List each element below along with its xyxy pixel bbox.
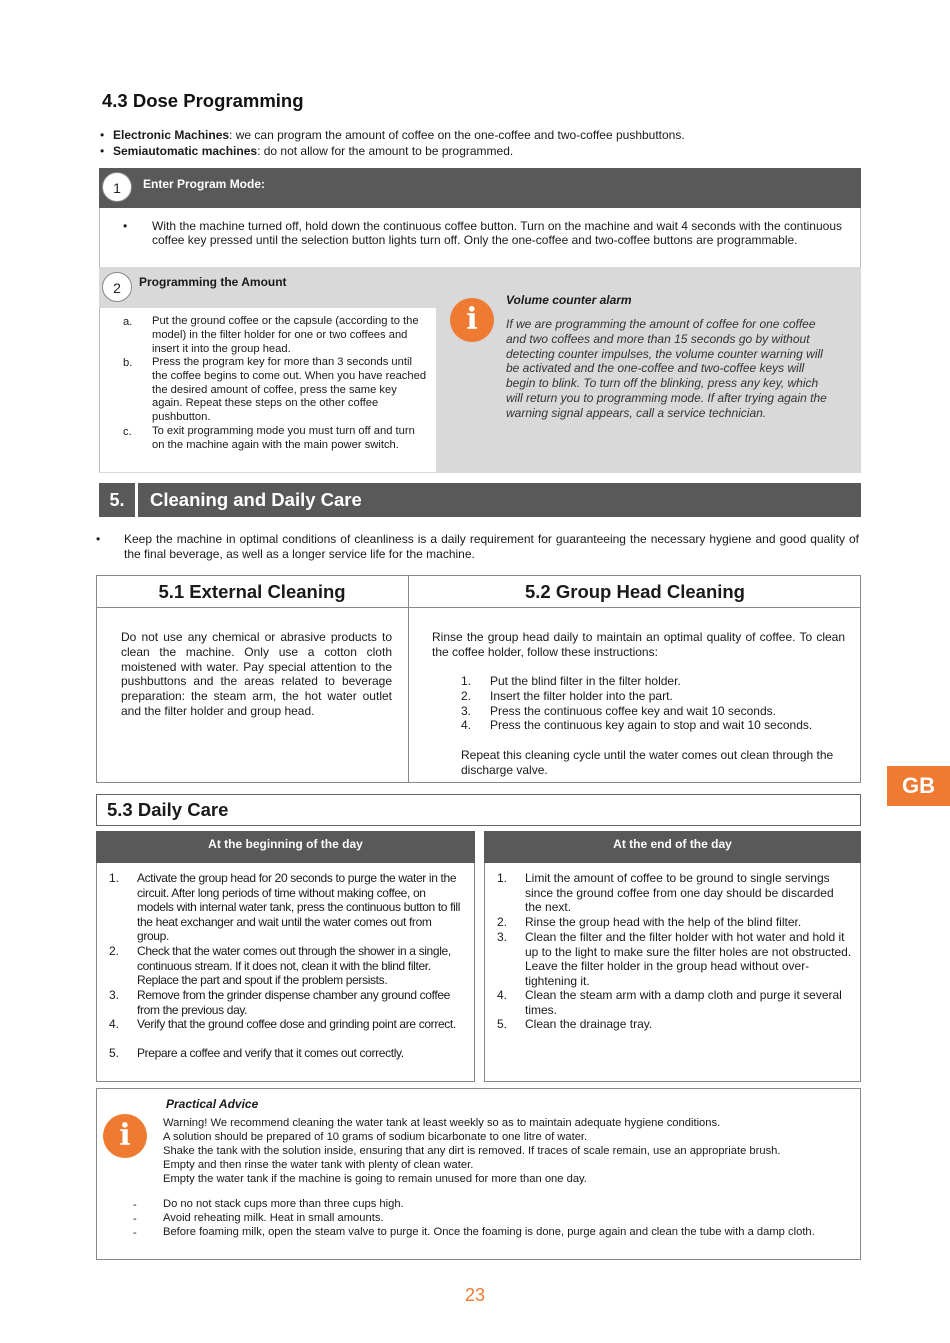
bullet-bold-label: Semiautomatic machines [113,144,258,158]
advice-line: Warning! We recommend cleaning the water tank at least weekly so as to maintain adequate hygiene conditions. [163,1117,721,1129]
end-item-label: 2. [497,915,508,929]
begin-item-label: 1. [109,871,120,885]
info-icon: i [103,1114,147,1158]
language-tab: GB [887,766,950,806]
group-step-text: Put the blind filter in the filter holder. [490,674,681,688]
volume-alarm-text: If we are programming the amount of coffee for one coffee and two coffees and more than 15 seconds go by without detecting counter impulses, the volume counter warning will be activated and the one-coffee and two-coffee keys will begin to blink. To turn off the blinking, press any key, which will return you to programming mode. If after trying again the warning signal appears, call a service technician. [506,317,827,420]
external-cleaning-text: Do not use any chemical or abrasive products to clean the machine. Only use a cotton cloth moistened with water. Pay special attention to the pushbuttons and the areas related to beverage preparation: the steam arm, the hot water outlet and the filter holder and group head. [121,630,392,718]
group-head-repeat-text: Repeat this cleaning cycle until the water comes out clean through the discharge valve. [461,748,834,777]
end-item-label: 1. [497,871,508,885]
group-step-text: Press the continuous coffee key and wait 10 seconds. [490,704,776,718]
begin-item-text: Activate the group head for 20 seconds to purge the water in the circuit. After long periods of time without making coffee, on models with internal water tank, press the continuous button to fill the heat exchanger and wait until the water comes out from group. [137,871,461,944]
step2-number-badge: 2 [102,272,132,302]
begin-item-label: 2. [109,944,120,958]
section5-intro-text: Keep the machine in optimal conditions of cleanliness is a daily requirement for guaranteeing the necessary hygiene and good quality of the final beverage, as well as a longer service life for the machine. [124,532,859,561]
group-step-label: 1. [461,674,472,688]
section5-bullet: • [96,532,101,546]
group-step-label: 4. [461,718,472,732]
volume-alarm-title: Volume counter alarm [506,293,632,307]
begin-item-text: Remove from the grinder dispense chamber any ground coffee from the previous day. [137,988,450,1017]
bullet-text: : do not allow for the amount to be programmed. [257,144,514,158]
begin-item-text: Verify that the ground coffee dose and grinding point are correct. [137,1017,456,1031]
section5-title: Cleaning and Daily Care [138,483,861,517]
daily-care-title: 5.3 Daily Care [96,794,861,826]
bullet-semiautomatic-machines: • Semiautomatic machines: do not allow for the amount to be programmed. [100,144,514,158]
group-step-label: 2. [461,689,472,703]
end-item-text: Limit the amount of coffee to be ground to single servings since the ground coffee from one day should be discarded the next. [525,871,834,915]
step2-item-label: b. [123,357,133,369]
advice-item-text: Avoid reheating milk. Heat in small amounts. [163,1212,384,1224]
end-of-day-header: At the end of the day [484,831,861,863]
group-step-text: Insert the filter holder into the part. [490,689,673,703]
group-step-label: 3. [461,704,472,718]
bullet-text: : we can program the amount of coffee on the one-coffee and two-coffee pushbuttons. [229,128,685,142]
bullet-electronic-machines: • Electronic Machines: we can program the amount of coffee on the one-coffee and two-coffee pushbuttons. [100,128,685,142]
group-step-text: Press the continuous key again to stop and wait 10 seconds. [490,718,813,732]
begin-item-label: 5. [109,1046,120,1060]
advice-dash: - [133,1199,137,1211]
table-divider [96,607,861,608]
end-item-label: 5. [497,1017,508,1031]
end-item-label: 3. [497,930,508,944]
end-item-text: Clean the drainage tray. [525,1017,653,1031]
advice-line: Empty and then rinse the water tank with plenty of clean water. [163,1158,474,1171]
group-head-intro-text: Rinse the group head daily to maintain an optimal quality of coffee. To clean the coffee holder, follow these instructions: [432,630,845,659]
info-icon: i [450,298,494,342]
practical-advice-title: Practical Advice [166,1097,259,1111]
bullet-bold-label: Electronic Machines [113,128,230,142]
advice-dash: - [133,1213,137,1225]
external-cleaning-title: 5.1 External Cleaning [158,581,346,602]
step1-text: With the machine turned off, hold down the continuous coffee button. Turn on the machine and wait 4 seconds with the continuous coffee key pressed until the selection button lights turn off. Only the one-coffee and two-coffee buttons are programmable. [152,219,842,247]
step2-title: Programming the Amount [139,275,287,289]
end-item-label: 4. [497,988,508,1002]
table-divider [408,575,409,783]
section5-number: 5. [99,483,135,517]
end-item-text: Clean the steam arm with a damp cloth and purge it several times. [525,988,842,1017]
advice-line: A solution should be prepared of 10 grams of sodium bicarbonate to one litre of water. [163,1130,588,1143]
section-title-dose-programming: 4.3 Dose Programming [102,90,304,111]
advice-item-text: Before foaming milk, open the steam valve to purge it. Once the foaming is done, purge again and clean the tube with a damp cloth. [163,1226,815,1238]
step1-title: Enter Program Mode: [143,177,266,191]
beginning-of-day-header: At the beginning of the day [96,831,475,863]
step1-bullet: • [123,219,128,233]
group-head-cleaning-title: 5.2 Group Head Cleaning [525,581,745,602]
advice-item-text: Do no not stack cups more than three cups high. [163,1198,404,1210]
step2-item-text: Put the ground coffee or the capsule (according to the model) in the filter holder for one or two coffees and insert it into the group head. [152,315,419,355]
step2-item-label: c. [123,426,132,438]
begin-item-label: 3. [109,988,120,1002]
practical-advice-text [163,1117,853,1187]
page-number: 23 [464,1285,486,1305]
end-item-text: Rinse the group head with the help of the blind filter. [525,915,802,929]
begin-item-text: Check that the water comes out through the shower in a single, continuous stream. If it does not, clean it with the blind filter. Replace the part and spout if the problem persists. [137,944,451,988]
advice-dash: - [133,1227,137,1239]
begin-item-label: 4. [109,1017,120,1031]
advice-line: Empty the water tank if the machine is going to remain unused for more than one day. [163,1172,587,1185]
step2-item-text: To exit programming mode you must turn off and turn on the machine again with the main power switch. [152,425,415,451]
end-item-text: Clean the filter and the filter holder with hot water and hold it up to the light to make sure the filter holes are not obstructed. Leave the filter holder in the group head without over-tightening it. [525,930,852,988]
advice-line: Shake the tank with the solution inside, ensuring that any dirt is removed. If traces of scale remain, use an appropriate brush. [163,1144,781,1157]
step1-number-badge: 1 [102,172,132,202]
step2-item-label: a. [123,316,133,328]
begin-item-text: Prepare a coffee and verify that it comes out correctly. [137,1046,404,1060]
step2-item-text: Press the program key for more than 3 seconds until the coffee begins to come out. When you have reached the desired amount of coffee, press the same key again. Repeat these steps on the other coffee pushbutton. [152,356,427,424]
